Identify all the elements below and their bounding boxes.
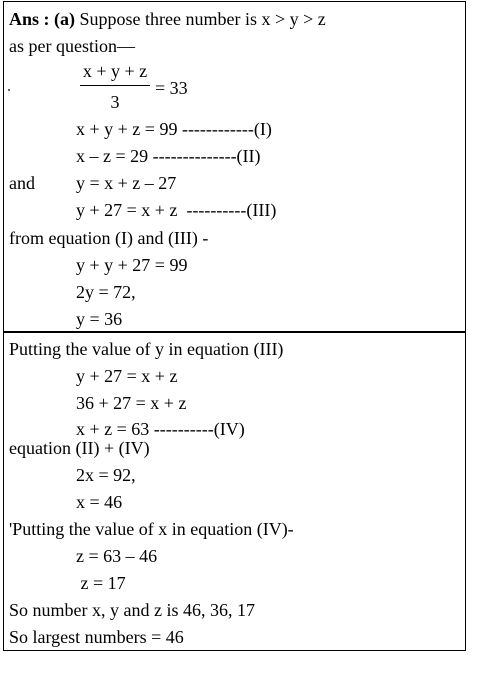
fraction-denominator: 3 [110,92,120,112]
step-6: 2x = 92, [76,465,136,485]
step-9: z = 17 [76,573,126,593]
equation-sum-text: equation (II) + (IV) [9,438,150,458]
answer-statement: Suppose three number is x > y > z [75,9,326,29]
step-1: y + y + 27 = 99 [76,255,188,275]
and-label: and [9,173,35,193]
conclusion-2: So largest numbers = 46 [9,627,184,647]
putting-y-text: Putting the value of y in equation (III) [9,339,284,359]
from-equation-text: from equation (I) and (III) - [9,228,209,248]
fraction-rhs: = 33 [155,78,188,98]
equation-y: y = x + z – 27 [76,173,177,193]
answer-prefix: Ans : (a) [9,9,75,29]
step-5: 36 + 27 = x + z [76,393,187,413]
step-3: y = 36 [76,309,123,329]
step-7: x = 46 [76,492,123,512]
putting-x-text: 'Putting the value of x in equation (IV)- [9,519,294,539]
step-2: 2y = 72, [76,282,136,302]
equation-IV: x + z = 63 ----------(IV) [76,419,245,439]
equation-I: x + y + z = 99 ------------(I) [76,119,272,139]
step-4: y + 27 = x + z [76,366,178,386]
step-8: z = 63 – 46 [76,546,158,566]
fraction-numerator: x + y + z [82,61,148,81]
as-per-question: as per question— [9,36,135,56]
equation-III: y + 27 = x + z ----------(III) [76,200,277,220]
equation-II: x – z = 29 --------------(II) [76,146,261,166]
fraction-bar [80,85,150,86]
conclusion-1: So number x, y and z is 46, 36, 17 [9,600,255,620]
answer-line [9,9,326,29]
stray-dot [8,89,10,91]
